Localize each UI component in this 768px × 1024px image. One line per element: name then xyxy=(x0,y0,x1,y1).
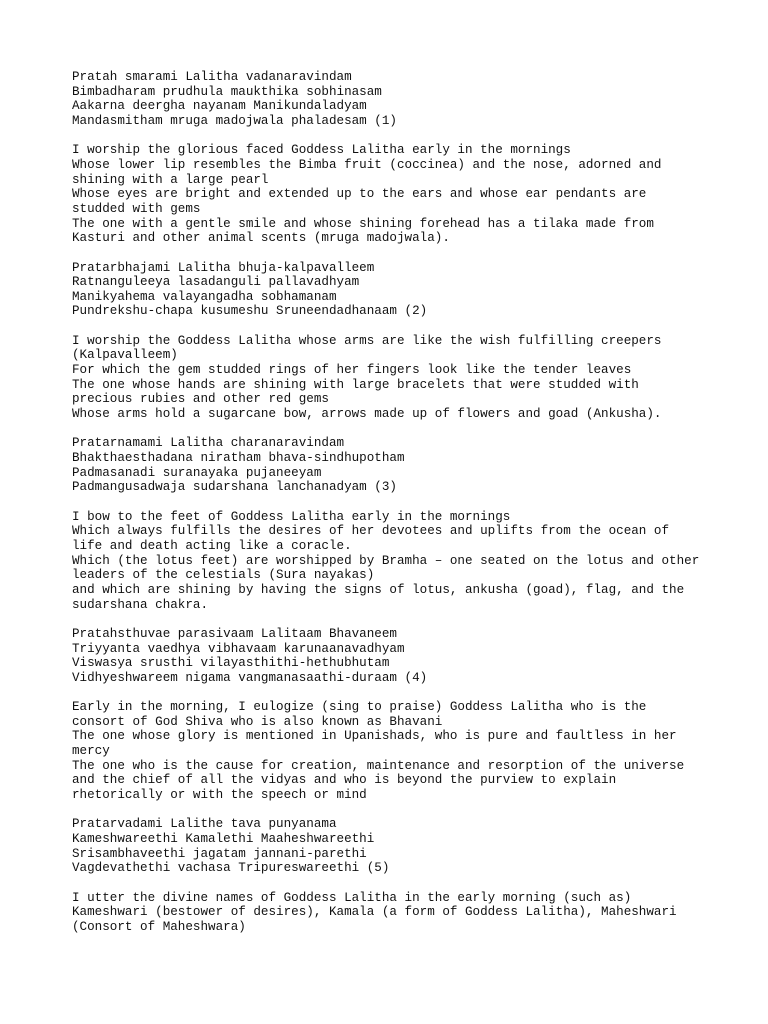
text-line: I utter the divine names of Goddess Lalitha in the early morning (such as) xyxy=(72,890,632,905)
text-line: Kasturi and other animal scents (mruga madojwala). xyxy=(72,231,450,246)
text-line: The one whose glory is mentioned in Upanishads, who is pure and faultless in her xyxy=(72,729,677,744)
verse-1-translation xyxy=(72,143,712,246)
text-line: The one who is the cause for creation, maintenance and resorption of the universe xyxy=(72,758,685,773)
text-line: Bhakthaesthadana niratham bhava-sindhupotham xyxy=(72,451,405,465)
verse-2-translation xyxy=(72,334,712,422)
text-line: and the chief of all the vidyas and who is beyond the purview to explain xyxy=(72,773,617,788)
text-line: studded with gems xyxy=(72,201,201,216)
text-line: Which always fulfills the desires of her devotees and uplifts from the ocean of xyxy=(72,524,670,539)
text-line: Viswasya srusthi vilayasthithi-hethubhutam xyxy=(72,656,390,671)
verse-3-sanskrit xyxy=(72,436,712,495)
text-line: Kameshwareethi Kamalethi Maaheshwareethi xyxy=(72,832,375,846)
document-page xyxy=(72,70,712,949)
text-line: Pundrekshu-chapa kusumeshu Sruneendadhanaam (2) xyxy=(72,304,428,319)
text-line: Whose eyes are bright and extended up to the ears and whose ear pendants are xyxy=(72,187,647,202)
text-line: Pratah smarami Lalitha vadanaravindam xyxy=(72,70,352,84)
text-line: Srisambhaveethi jagatam jannani-parethi xyxy=(72,846,367,861)
text-line: I bow to the feet of Goddess Lalitha early in the mornings xyxy=(72,509,511,524)
text-line: sudarshana chakra. xyxy=(72,597,209,612)
text-line: Padmasanadi suranayaka pujaneeyam xyxy=(72,465,322,480)
verse-5-translation xyxy=(72,891,712,935)
text-line: shining with a large pearl xyxy=(72,172,269,187)
text-line: Kameshwari (bestower of desires), Kamala (a form of Goddess Lalitha), Maheshwari xyxy=(72,905,677,920)
text-line: mercy xyxy=(72,744,110,759)
text-line: Which (the lotus feet) are worshipped by Bramha – one seated on the lotus and other xyxy=(72,553,700,568)
text-line: Pratarvadami Lalithe tava punyanama xyxy=(72,817,337,832)
text-line: Pratarnamami Lalitha charanaravindam xyxy=(72,436,345,451)
verse-3-translation xyxy=(72,510,712,613)
text-line: Ratnanguleeya lasadanguli pallavadhyam xyxy=(72,275,360,290)
text-line: Early in the morning, I eulogize (sing to praise) Goddess Lalitha who is the xyxy=(72,700,647,715)
text-line: Vagdevathethi vachasa Tripureswareethi (5) xyxy=(72,861,390,876)
text-line: life and death acting like a coracle. xyxy=(72,538,352,553)
text-line: The one whose hands are shining with large bracelets that were studded with xyxy=(72,377,639,392)
text-line: consort of God Shiva who is also known as Bhavani xyxy=(72,714,443,729)
text-line: Manikyahema valayangadha sobhamanam xyxy=(72,289,337,304)
text-line: Triyyanta vaedhya vibhavaam karunaanavadhyam xyxy=(72,641,405,656)
verse-1-sanskrit xyxy=(72,70,712,129)
text-line: leaders of the celestials (Sura nayakas) xyxy=(72,568,375,583)
text-line: The one with a gentle smile and whose shining forehead has a tilaka made from xyxy=(72,216,654,231)
text-line: Whose lower lip resembles the Bimba fruit (coccinea) and the nose, adorned and xyxy=(72,157,662,172)
verse-5-sanskrit xyxy=(72,817,712,876)
text-line: (Kalpavalleem) xyxy=(72,348,178,363)
text-line: Pratarbhajami Lalitha bhuja-kalpavalleem xyxy=(72,260,375,275)
text-line: Mandasmitham mruga madojwala phaladesam (1) xyxy=(72,113,397,128)
text-line: Pratahsthuvae parasivaam Lalitaam Bhavaneem xyxy=(72,626,397,641)
verse-2-sanskrit xyxy=(72,261,712,320)
text-line: For which the gem studded rings of her fingers look like the tender leaves xyxy=(72,363,632,378)
text-line: Padmangusadwaja sudarshana lanchanadyam (3) xyxy=(72,480,397,495)
text-line: rhetorically or with the speech or mind xyxy=(72,788,367,803)
text-line: (Consort of Maheshwara) xyxy=(72,919,246,934)
text-line: precious rubies and other red gems xyxy=(72,392,329,407)
text-line: I worship the glorious faced Goddess Lalitha early in the mornings xyxy=(72,143,571,158)
text-line: Vidhyeshwareem nigama vangmanasaathi-duraam (4) xyxy=(72,670,428,685)
verse-4-translation xyxy=(72,700,712,803)
text-line: Whose arms hold a sugarcane bow, arrows made up of flowers and goad (Ankusha). xyxy=(72,407,662,422)
text-line: and which are shining by having the signs of lotus, ankusha (goad), flag, and the xyxy=(72,582,685,597)
text-line: I worship the Goddess Lalitha whose arms are like the wish fulfilling creepers xyxy=(72,333,662,348)
verse-4-sanskrit xyxy=(72,627,712,686)
text-line: Aakarna deergha nayanam Manikundaladyam xyxy=(72,99,367,114)
text-line: Bimbadharam prudhula maukthika sobhinasam xyxy=(72,84,382,99)
